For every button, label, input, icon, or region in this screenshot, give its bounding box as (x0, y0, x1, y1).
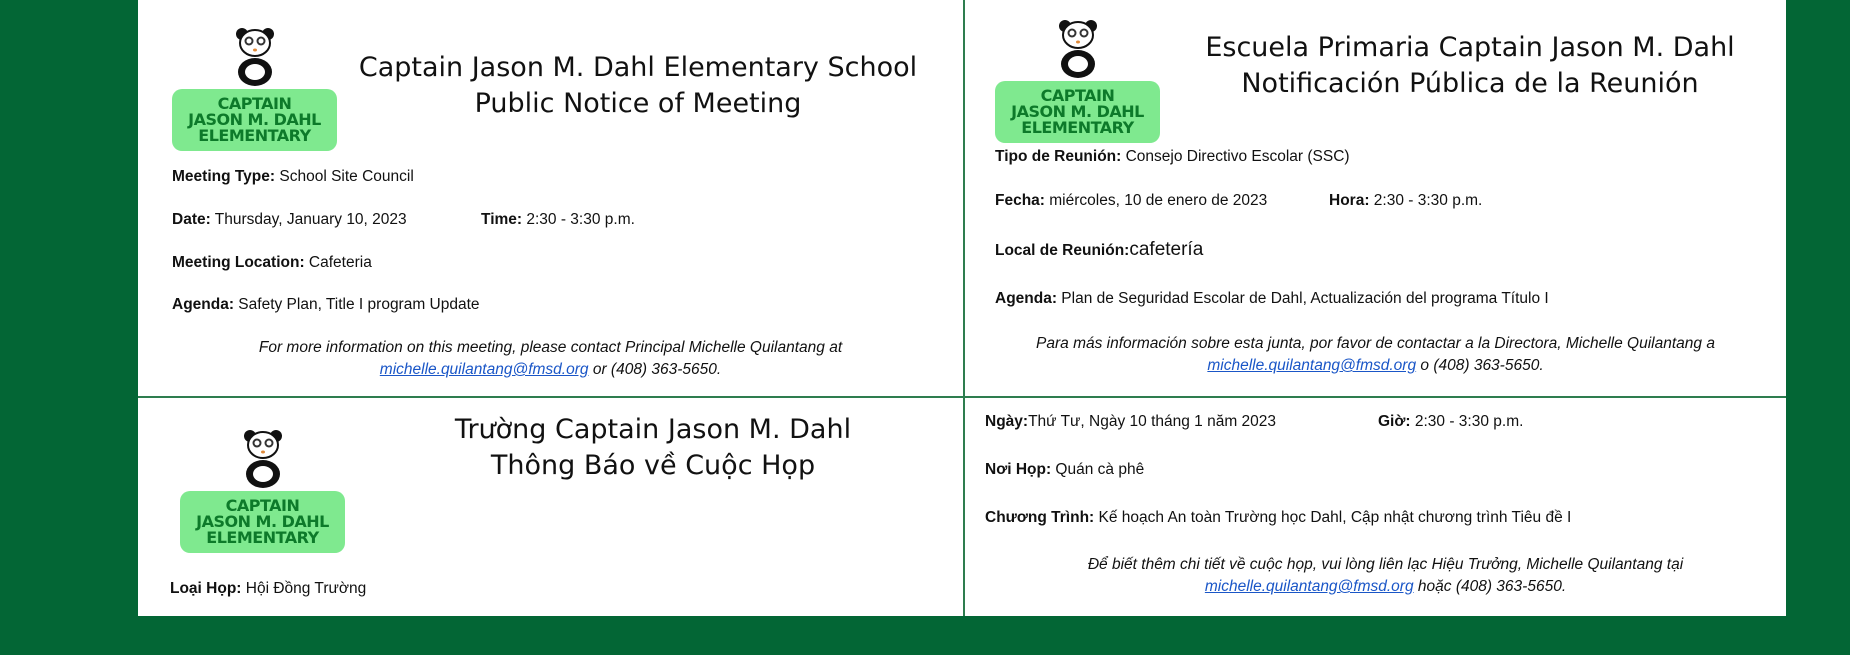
panda-icon (231, 26, 279, 88)
meeting-type: Meeting Type: School Site Council (172, 168, 414, 185)
meeting-date: Ngày:Thứ Tư, Ngày 10 tháng 1 năm 2023 (985, 413, 1277, 430)
contact-note: Para más información sobre esta junta, por favor de contactar a la Directora, Michelle Quilantang a michelle.quilantang@fmsd.org o (408) 363-5650. (1036, 335, 1715, 374)
school-logo (172, 26, 337, 151)
logo-badge: CAPTAIN JASON M. DAHL ELEMENTARY (995, 81, 1160, 143)
meeting-location: Local de Reunión:cafetería (995, 239, 1204, 260)
page-title: Trường Captain Jason M. Dahl Thông Báo về Cuộc Họp (454, 414, 852, 481)
meeting-location: Meeting Location: Cafeteria (172, 254, 372, 271)
page-title: Escuela Primaria Captain Jason M. Dahl Notificación Pública de la Reunión (1205, 32, 1735, 99)
meeting-agenda: Agenda: Plan de Seguridad Escolar de Dahl, Actualización del programa Título I (995, 290, 1549, 307)
meeting-date: Fecha: miércoles, 10 de enero de 2023 (995, 192, 1268, 209)
panda-icon (239, 428, 287, 490)
page-title: Captain Jason M. Dahl Elementary School Public Notice of Meeting (358, 52, 918, 119)
meeting-location: Nơi Họp: Quán cà phê (985, 461, 1145, 478)
notice-sheet (138, 0, 1786, 616)
panda-icon (1054, 18, 1102, 80)
logo-badge: CAPTAIN JASON M. DAHL ELEMENTARY (180, 491, 345, 553)
vietnamese-notice-header (138, 398, 963, 616)
school-logo (995, 18, 1160, 143)
contact-note: Để biết thêm chi tiết về cuộc họp, vui lòng liên lạc Hiệu Trưởng, Michelle Quilantang tại michelle.quilantang@fmsd.org hoặc (408) 363-5650. (1087, 556, 1684, 595)
vietnamese-notice-details (965, 398, 1786, 616)
meeting-type: Loại Họp: Hội Đồng Trường (170, 580, 367, 597)
meeting-time: Giờ: 2:30 - 3:30 p.m. (1378, 413, 1524, 430)
meeting-agenda: Chương Trình: Kế hoạch An toàn Trường học Dahl, Cập nhật chương trình Tiêu đề I (985, 509, 1572, 526)
meeting-time: Time: 2:30 - 3:30 p.m. (481, 211, 635, 228)
spanish-notice (965, 0, 1786, 396)
meeting-type: Tipo de Reunión: Consejo Directivo Escolar (SSC) (995, 148, 1350, 165)
logo-badge: CAPTAIN JASON M. DAHL ELEMENTARY (172, 89, 337, 151)
meeting-agenda: Agenda: Safety Plan, Title I program Update (172, 296, 480, 313)
english-notice (138, 0, 963, 396)
school-logo (180, 428, 345, 553)
email-link[interactable]: michelle.quilantang@fmsd.org (1204, 578, 1414, 595)
email-link[interactable]: michelle.quilantang@fmsd.org (379, 361, 589, 378)
email-link[interactable]: michelle.quilantang@fmsd.org (1207, 357, 1417, 374)
contact-note: For more information on this meeting, please contact Principal Michelle Quilantang at michelle.quilantang@fmsd.org or (408) 363-5650. (258, 339, 843, 378)
meeting-time: Hora: 2:30 - 3:30 p.m. (1329, 192, 1483, 209)
meeting-date: Date: Thursday, January 10, 2023 (172, 211, 407, 228)
